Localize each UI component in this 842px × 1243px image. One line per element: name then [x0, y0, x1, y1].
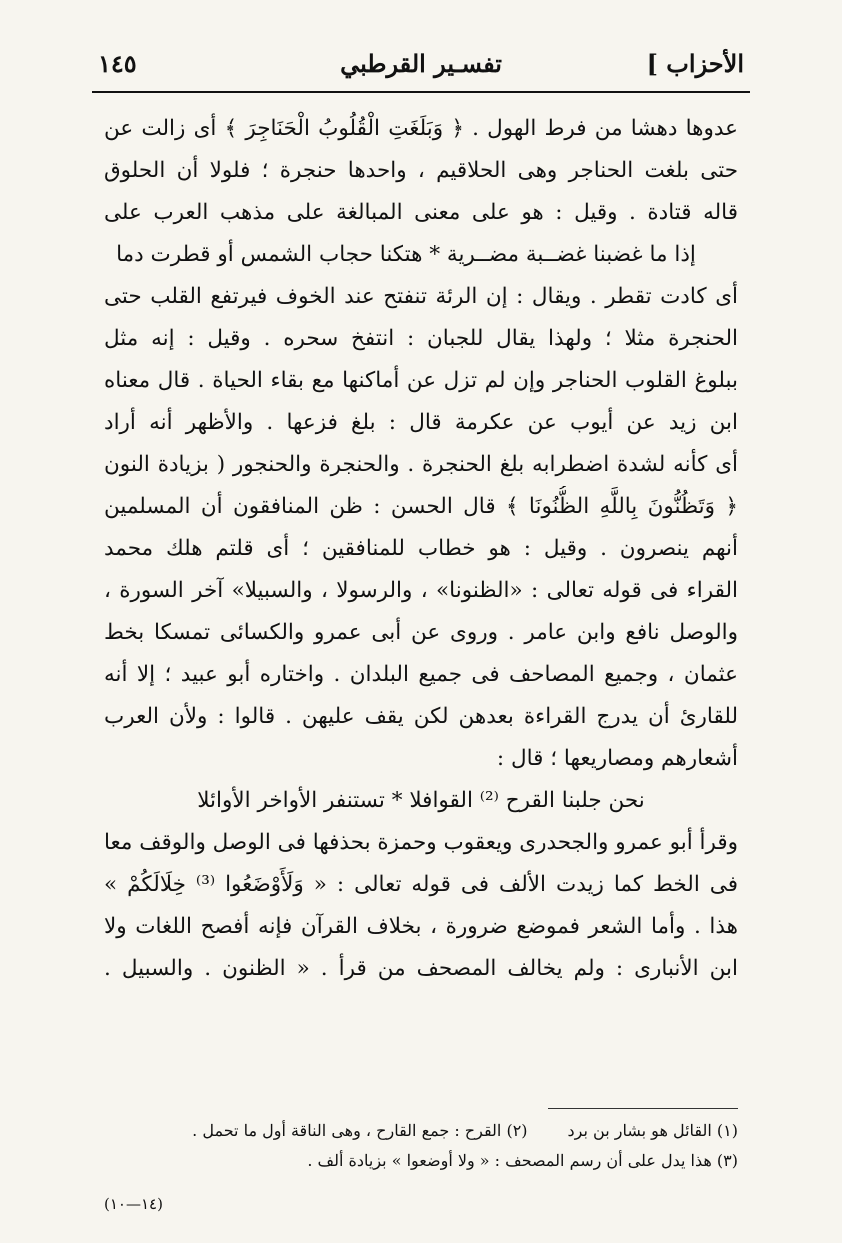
print-signature: (١٤—١٠): [104, 1195, 163, 1213]
text-line: ﴿ وَتَظُنُّونَ بِاللَّهِ الظُّنُونَا ﴾ قال الحسن : ظن المنافقون أن المسلمين: [104, 494, 738, 519]
footnote-1: (١) القائل هو بشار بن برد: [567, 1121, 738, 1140]
verse-line: إذا ما غضبنا غضــبة مضــرية * هتكنا حجاب الشمس أو قطرت دما: [116, 242, 696, 267]
footnotes: [104, 1116, 738, 1176]
text-line: عثمان ، وجميع المصاحف فى جميع البلدان . واختاره أبو عبيد ؛ إلا أنه: [104, 662, 738, 687]
book-title: تفسـير القرطبي: [340, 48, 502, 78]
text-line: الحنجرة مثلا ؛ ولهذا يقال للجبان : انتفخ سحره . وقيل : إنه مثل: [104, 326, 738, 351]
text-line: قاله قتادة . وقيل : هو على معنى المبالغة على مذهب العرب على: [104, 200, 738, 225]
section-name: الأحزاب ]: [646, 48, 744, 78]
text-line: هذا . وأما الشعر فموضع ضرورة ، بخلاف القرآن فإنه أفصح اللغات ولا: [104, 914, 738, 939]
header-rule: [92, 91, 750, 93]
text-line: أى كادت تقطر . ويقال : إن الرئة تنفتح عند الخوف فيرتفع القلب حتى: [104, 284, 738, 309]
text-line: حتى بلغت الحناجر وهى الحلاقيم ، واحدها حنجرة ؛ فلولا أن الحلوق: [104, 158, 738, 183]
text-line: فى الخط كما زيدت الألف فى قوله تعالى : « وَلَأَوْضَعُوا ⁽³⁾ خِلَالَكُمْ »: [104, 872, 738, 897]
text-line: عدوها دهشا من فرط الهول . ﴿ وَبَلَغَتِ الْقُلُوبُ الْحَنَاجِرَ ﴾ أى زالت عن: [104, 116, 738, 141]
text-line: ابن زيد عن أيوب عن عكرمة قال : بلغ فزعها . والأظهر أنه أراد: [104, 410, 738, 435]
verse-line: نحن جلبنا القرح ⁽²⁾ القوافلا * تستنفر الأواخر الأوائلا: [197, 788, 645, 813]
text-line: ابن الأنبارى : ولم يخالف المصحف من قرأ . « الظنون . والسبيل .: [104, 956, 738, 981]
text-line: للقارئ أن يدرج القراءة بعدهن لكن يقف عليهن . قالوا : ولأن العرب: [104, 704, 738, 729]
text-line: ببلوغ القلوب الحناجر وإن لم تزل عن أماكنها مع بقاء الحياة . قال معناه: [104, 368, 738, 393]
body-text: [104, 108, 738, 990]
text-line: أشعارهم ومصاريعها ؛ قال :: [496, 746, 738, 771]
text-line: القراء فى قوله تعالى : «الظنونا» ، والرسولا ، والسبيلا» آخر السورة ،: [104, 578, 738, 603]
footnote-3: (٣) هذا يدل على أن رسم المصحف : « ولا أوضعوا » بزيادة ألف .: [307, 1151, 738, 1170]
text-line: أنهم ينصرون . وقيل : هو خطاب للمنافقين ؛ أى قلتم هلك محمد: [104, 536, 738, 561]
page-number: ١٤٥: [98, 48, 137, 78]
text-line: أى كأنه لشدة اضطرابه بلغ الحنجرة . والحنجرة والحنجور ( بزيادة النون: [104, 452, 738, 477]
page-header: [98, 40, 744, 86]
footnote-row: [104, 1116, 738, 1146]
footnote-rule: [548, 1108, 738, 1109]
footnote-2: (٢) القرح : جمع القارح ، وهى الناقة أول ما تحمل .: [192, 1121, 528, 1140]
text-line: وقرأ أبو عمرو والجحدرى ويعقوب وحمزة بحذفها فى الوصل والوقف معا: [104, 830, 738, 855]
text-line: والوصل نافع وابن عامر . وروى عن أبى عمرو والكسائى تمسكا بخط: [104, 620, 738, 645]
